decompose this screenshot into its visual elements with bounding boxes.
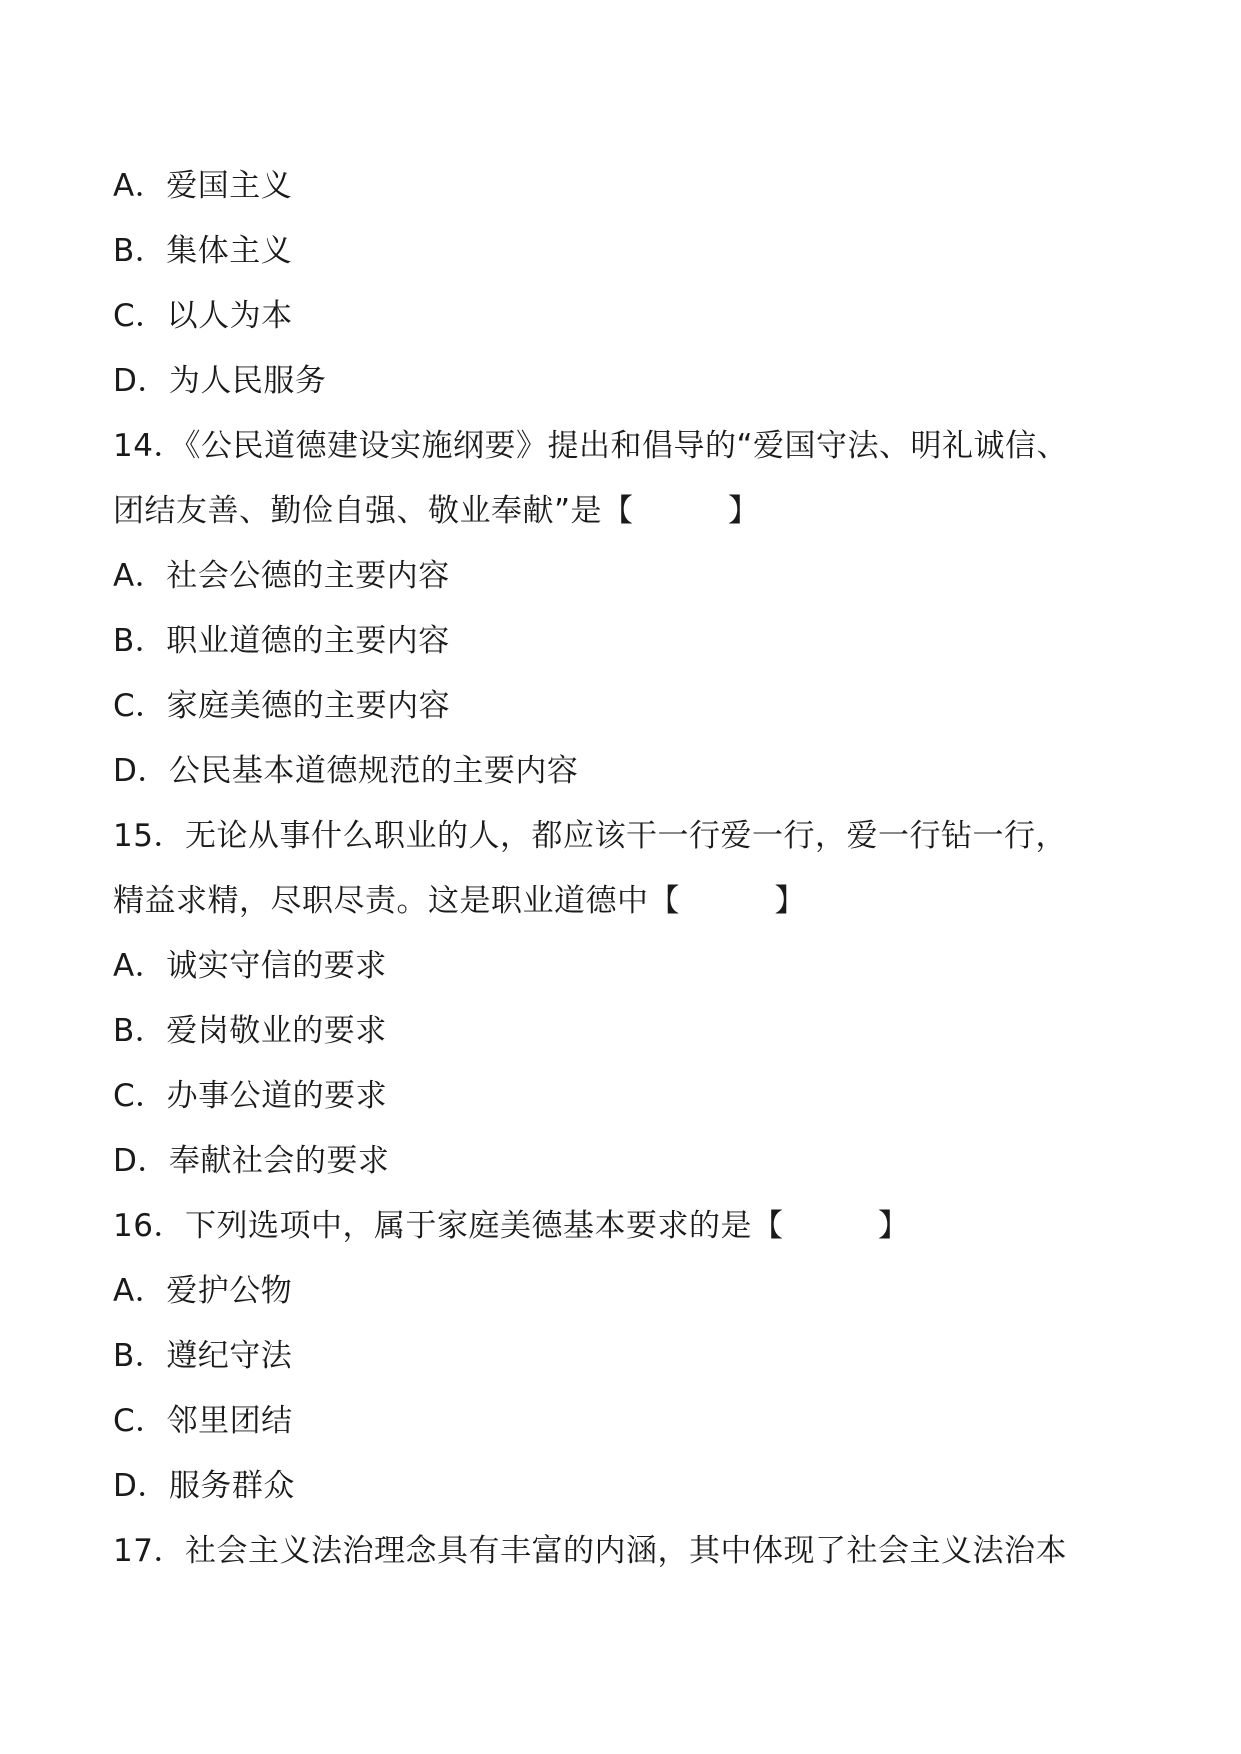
q13-option-c: C．以人为本 bbox=[113, 298, 293, 334]
q16-stem: 16．下列选项中，属于家庭美德基本要求的是【 】 bbox=[113, 1208, 910, 1244]
q15-option-c: C．办事公道的要求 bbox=[113, 1078, 388, 1114]
q14-option-b: B．职业道德的主要内容 bbox=[113, 623, 450, 659]
q14-option-a: A．社会公德的主要内容 bbox=[113, 558, 450, 594]
q14-stem-line1: 14．《公民道德建设实施纲要》提出和倡导的“爱国守法、明礼诚信、 bbox=[113, 428, 1069, 464]
q14-stem-line2: 团结友善、勤俭自强、敬业奉献”是【 】 bbox=[113, 493, 760, 529]
q13-option-b: B．集体主义 bbox=[113, 233, 293, 269]
q16-option-a: A．爱护公物 bbox=[113, 1273, 293, 1309]
q15-option-b: B．爱岗敬业的要求 bbox=[113, 1013, 387, 1049]
q13-option-d: D．为人民服务 bbox=[113, 363, 327, 399]
q17-stem-line1: 17．社会主义法治理念具有丰富的内涵，其中体现了社会主义法治本 bbox=[113, 1533, 1067, 1569]
q16-option-d: D．服务群众 bbox=[113, 1468, 295, 1504]
q15-stem-line2: 精益求精，尽职尽责。这是职业道德中【 】 bbox=[113, 883, 806, 919]
q16-option-b: B．遵纪守法 bbox=[113, 1338, 293, 1374]
q14-option-d: D．公民基本道德规范的主要内容 bbox=[113, 753, 579, 789]
q14-option-c: C．家庭美德的主要内容 bbox=[113, 688, 451, 724]
q16-option-c: C．邻里团结 bbox=[113, 1403, 293, 1439]
q13-option-a: A．爱国主义 bbox=[113, 168, 293, 204]
q15-stem-line1: 15．无论从事什么职业的人，都应该干一行爱一行，爱一行钻一行， bbox=[113, 818, 1067, 854]
q15-option-d: D．奉献社会的要求 bbox=[113, 1143, 390, 1179]
q15-option-a: A．诚实守信的要求 bbox=[113, 948, 387, 984]
